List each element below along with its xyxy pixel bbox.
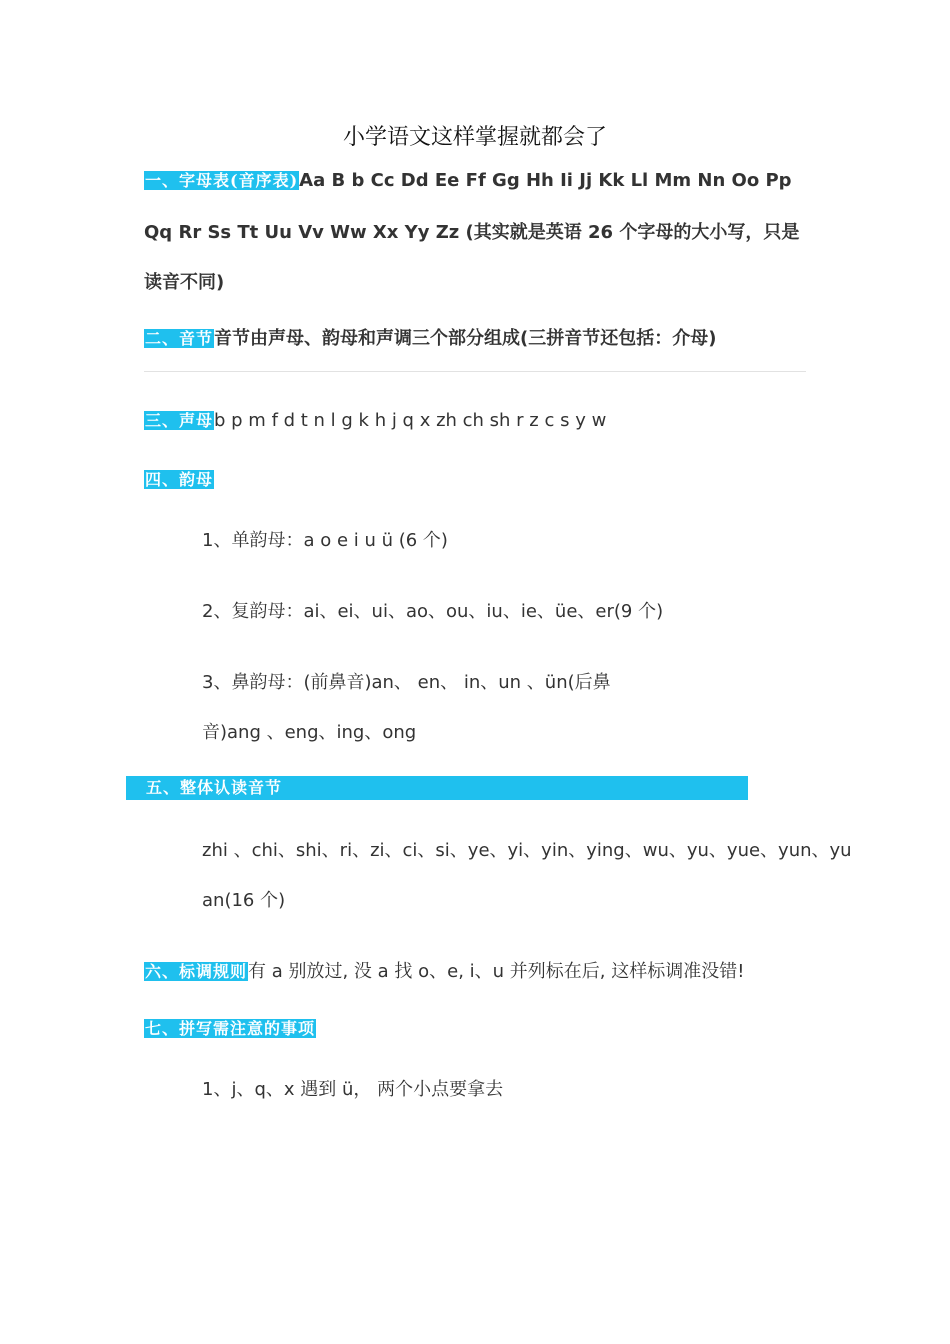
section-label-whole-syllables: 五、整体认读音节 — [126, 776, 748, 800]
tone-rules-text: 有 a 别放过, 没 a 找 o、e, i、u 并列标在后, 这样标调准没错! — [248, 961, 745, 982]
section-label-spelling-notes: 七、拼写需注意的事项 — [145, 1019, 316, 1038]
initials-text: b p m f d t n l g k h j q x zh ch sh r z c s y w — [214, 410, 607, 431]
section-label-tone-rules: 六、标调规则 — [145, 962, 248, 981]
section-label-alphabet: 一、字母表(音序表) — [145, 171, 299, 190]
section-alphabet — [144, 168, 792, 191]
section-label-initials: 三、声母 — [145, 411, 214, 430]
section-tone-rules — [144, 957, 744, 983]
spelling-notes-item-1: 1、j、q、x 遇到 ü， 两个小点要拿去 — [202, 1079, 504, 1100]
finals-item-2: 2、复韵母：ai、ei、ui、ao、ou、iu、ie、üe、er(9 个) — [202, 601, 664, 622]
section-syllable — [144, 324, 716, 350]
page-title: 小学语文这样掌握就都会了 — [342, 125, 607, 150]
alphabet-line-3: 读音不同) — [144, 272, 225, 293]
section-spelling-notes — [144, 1016, 316, 1039]
finals-item-3a: 3、鼻韵母：(前鼻音)an、 en、 in、un 、ün(后鼻 — [202, 672, 611, 693]
finals-item-3b: 音)ang 、eng、ing、ong — [202, 722, 417, 743]
whole-syllables-line-1: zhi 、chi、shi、ri、zi、ci、si、ye、yi、yin、ying、wu、yu、yue、yun、yu — [202, 840, 852, 861]
section-finals — [144, 467, 214, 490]
divider — [144, 371, 806, 372]
syllable-text: 音节由声母、韵母和声调三个部分组成(三拼音节还包括：介母) — [214, 328, 717, 349]
whole-syllables-line-2: an(16 个) — [202, 890, 286, 911]
finals-item-1: 1、单韵母：a o e i u ü (6 个) — [202, 530, 448, 551]
alphabet-line-2: Qq Rr Ss Tt Uu Vv Ww Xx Yy Zz (其实就是英语 26 个字母的大小写，只是 — [144, 222, 800, 243]
section-label-finals: 四、韵母 — [145, 470, 214, 489]
section-label-syllable: 二、音节 — [145, 329, 214, 348]
section-initials — [144, 408, 606, 431]
alphabet-line-1: Aa B b Cc Dd Ee Ff Gg Hh Ii Jj Kk Ll Mm Nn Oo Pp — [299, 170, 792, 191]
